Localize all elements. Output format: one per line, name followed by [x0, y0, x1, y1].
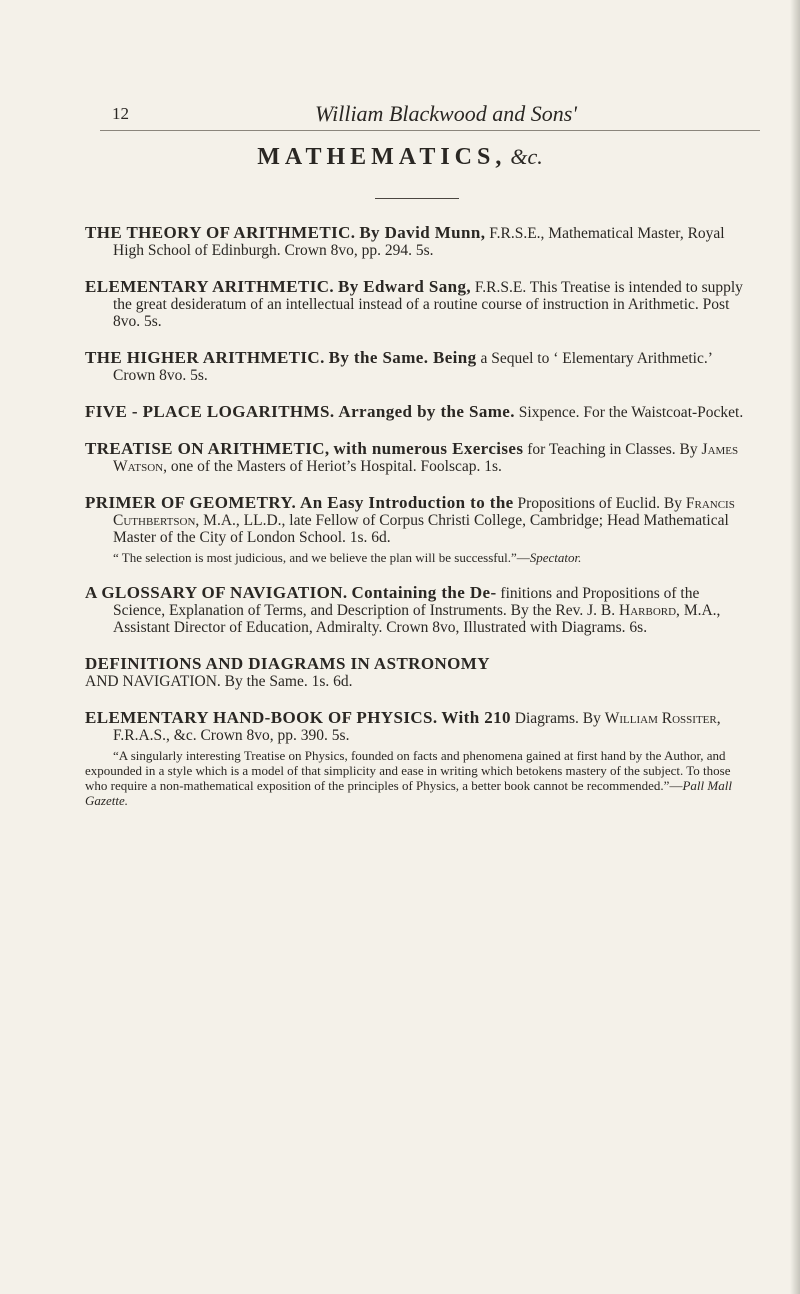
- entry-title-lead: An Easy Introduction to the: [300, 493, 514, 512]
- page-edge-shadow: [790, 0, 800, 1294]
- entry-text: Propositions of Euclid. By: [517, 495, 686, 512]
- quote-text: “A singularly interesting Treatise on Physics, founded on facts and phenomena gained at first hand by the Author, and expounded in a style which is a model of that simplicity and ease in writing which betokens mastery of the subject. To those who require a non-mathematical exposition of the principles of Physics, a better book cannot be recommended.”—: [85, 748, 731, 793]
- entry-title: DEFINITIONS AND DIAGRAMS IN ASTRONOMY: [85, 654, 490, 673]
- section-divider: [375, 198, 459, 199]
- entry-author: Harbord,: [619, 602, 680, 619]
- entry-title: THE THEORY OF ARITHMETIC.: [85, 223, 356, 242]
- entry-text: Diagrams. By: [514, 710, 605, 727]
- entry-text: Sixpence. For the Waistcoat-Pocket.: [518, 404, 744, 421]
- entry-title: PRIMER OF GEOMETRY.: [85, 493, 297, 512]
- quote-source: Spectator.: [529, 550, 582, 565]
- entry-title: A GLOSSARY OF NAVIGATION.: [85, 583, 348, 602]
- entry-title: FIVE - PLACE LOGARITHMS.: [85, 402, 335, 421]
- catalogue-entry: [85, 440, 745, 475]
- entry-text: for Teaching in Classes. By: [527, 441, 702, 458]
- quote-source: Pall Mall Gazette.: [85, 778, 732, 808]
- entry-text-cont: M.A., LL.D., late Fellow of Corpus Christi College, Cambridge; Head Mathematical Master of the City of London School. 1s. 6d.: [113, 512, 729, 546]
- entry-title: TREATISE ON ARITHMETIC,: [85, 439, 330, 458]
- catalogue-entry: [85, 278, 745, 330]
- catalogue-entry: [85, 403, 745, 421]
- section-heading: [0, 144, 800, 171]
- entry-title-lead: Containing the De-: [351, 583, 497, 602]
- running-head: [100, 100, 760, 131]
- entry-title-lead: With 210: [441, 708, 511, 727]
- entry-text: F.R.S.E., Mathematical Master, Royal High School of Edinburgh. Crown 8vo, pp. 294. 5s.: [113, 225, 725, 259]
- entry-title: ELEMENTARY HAND-BOOK OF PHYSICS.: [85, 708, 438, 727]
- catalogue-entry: [85, 224, 745, 259]
- catalogue-entry: [85, 494, 745, 565]
- entry-text: finitions and Propositions of the Science, Explanation of Terms, and Description of Instruments. By the Rev. J. B.: [113, 585, 700, 619]
- entry-author: James Watson,: [113, 441, 739, 475]
- entry-title-lead: Arranged by the Same.: [338, 402, 515, 421]
- page-number: 12: [112, 104, 129, 123]
- review-quote: [85, 748, 745, 808]
- entry-title: ELEMENTARY ARITHMETIC.: [85, 277, 335, 296]
- entry-text-cont: F.R.A.S., &c. Crown 8vo, pp. 390. 5s.: [113, 727, 350, 744]
- entry-text-cont: one of the Masters of Heriot’s Hospital. Foolscap. 1s.: [166, 458, 502, 475]
- catalogue-entry: [85, 349, 745, 384]
- catalogue-entry: [85, 584, 745, 636]
- entry-text-cont: M.A., Assistant Director of Education, Admiralty. Crown 8vo, Illustrated with Diagrams. 6s.: [113, 602, 721, 636]
- entry-author: William Rossiter,: [604, 710, 721, 727]
- entry-title-lead: By the Same. Being: [328, 348, 477, 367]
- entry-author: Francis Cuthbertson,: [113, 495, 735, 529]
- catalogue-entries: [85, 224, 745, 827]
- entry-text: F.R.S.E. This Treatise is intended to supply the great desideratum of an intellectual instead of a routine course of instruction in Arithmetic. Post 8vo. 5s.: [113, 279, 743, 330]
- section-suffix: &c.: [510, 144, 543, 169]
- entry-title: THE HIGHER ARITHMETIC.: [85, 348, 325, 367]
- quote-text: “ The selection is most judicious, and we believe the plan will be successful.”—: [113, 550, 530, 565]
- entry-title-lead: By Edward Sang,: [337, 277, 472, 296]
- section-title: MATHEMATICS,: [257, 144, 507, 170]
- entry-text: a Sequel to ‘ Elementary Arithmetic.’ Crown 8vo. 5s.: [113, 350, 712, 384]
- entry-text: AND NAVIGATION. By the Same. 1s. 6d.: [85, 673, 353, 690]
- catalogue-entry: [85, 655, 745, 690]
- review-quote: [85, 550, 745, 565]
- publisher-heading: William Blackwood and Sons': [315, 101, 577, 126]
- catalogue-entry: [85, 709, 745, 808]
- entry-title-lead: By David Munn,: [359, 223, 486, 242]
- entry-title-lead: with numerous Exercises: [333, 439, 524, 458]
